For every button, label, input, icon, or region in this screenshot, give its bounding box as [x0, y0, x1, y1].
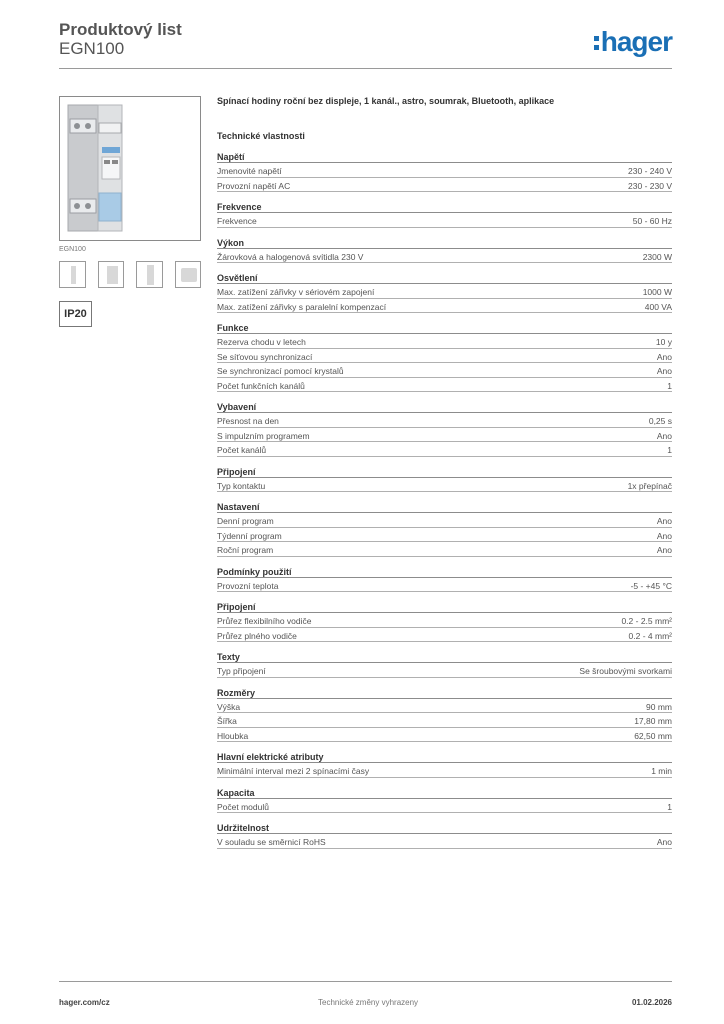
spec-value: Ano: [656, 351, 672, 362]
spec-value: 1000 W: [642, 287, 672, 298]
spec-group-title: Výkon: [217, 238, 672, 249]
spec-label: Týdenní program: [217, 530, 282, 541]
spec-group-title: Osvětlení: [217, 273, 672, 284]
product-image-label: EGN100: [59, 246, 86, 253]
spec-label: Počet kanálů: [217, 445, 267, 456]
spec-value: 90 mm: [646, 701, 672, 712]
spec-group: [217, 323, 672, 392]
thumbnail-1[interactable]: [59, 261, 86, 288]
spec-group-title: Vybavení: [217, 402, 672, 413]
product-description: Spínací hodiny roční bez displeje, 1 kanál., astro, soumrak, Bluetooth, aplikace: [217, 96, 555, 106]
logo-dots-icon: [594, 36, 599, 50]
spec-row: [217, 428, 672, 443]
spec-group: [217, 238, 672, 264]
spec-row: [217, 763, 672, 778]
spec-row: [217, 213, 672, 228]
spec-group: [217, 788, 672, 814]
spec-label: Se síťovou synchronizací: [217, 351, 313, 362]
spec-label: Rezerva chodu v letech: [217, 337, 306, 348]
spec-row: [217, 834, 672, 849]
spec-row: [217, 299, 672, 314]
thumbnail-4[interactable]: [175, 261, 202, 288]
spec-row: [217, 284, 672, 299]
spec-label: Žárovková a halogenová svítidla 230 V: [217, 251, 364, 262]
spec-value: 1: [667, 445, 672, 456]
spec-value: 1 min: [651, 766, 672, 777]
spec-group: [217, 567, 672, 593]
spec-value: -5 - +45 °C: [630, 580, 672, 591]
spec-value: Ano: [656, 545, 672, 556]
spec-value: 10 y: [655, 337, 672, 348]
spec-group: [217, 602, 672, 642]
spec-group: [217, 752, 672, 778]
spec-value: 0,25 s: [648, 416, 672, 427]
spec-group-title: Připojení: [217, 467, 672, 478]
spec-row: [217, 178, 672, 193]
spec-group-title: Frekvence: [217, 202, 672, 213]
spec-group: [217, 467, 672, 493]
spec-label: S impulzním programem: [217, 430, 310, 441]
spec-label: Přesnost na den: [217, 416, 279, 427]
spec-value: 230 - 230 V: [628, 180, 672, 191]
spec-value: 1x přepínač: [627, 480, 672, 491]
footer-notice: Technické změny vyhrazeny: [318, 998, 419, 1007]
spec-label: Průřez plného vodiče: [217, 630, 297, 641]
spec-row: [217, 363, 672, 378]
spec-row: [217, 163, 672, 178]
spec-row: [217, 578, 672, 593]
spec-row: [217, 528, 672, 543]
hager-logo: [594, 28, 672, 56]
spec-row: [217, 513, 672, 528]
spec-label: Roční program: [217, 545, 274, 556]
product-code: EGN100: [59, 39, 125, 58]
logo-text: hager: [600, 26, 672, 57]
spec-group: [217, 273, 672, 313]
thumbnail-2[interactable]: [98, 261, 125, 288]
spec-value: Ano: [656, 516, 672, 527]
spec-value: Se šroubovými svorkami: [579, 666, 672, 677]
spec-group-title: Texty: [217, 652, 672, 663]
page-title: Produktový list: [59, 20, 182, 39]
spec-label: Jmenovité napětí: [217, 166, 282, 177]
spec-value: 0.2 - 4 mm²: [628, 630, 672, 641]
spec-group: [217, 688, 672, 743]
footer-website-link[interactable]: hager.com/cz: [59, 998, 110, 1007]
spec-row: [217, 728, 672, 743]
spec-value: 2300 W: [642, 251, 672, 262]
spec-value: 50 - 60 Hz: [632, 216, 672, 227]
spec-group-title: Hlavní elektrické atributy: [217, 752, 672, 763]
spec-row: [217, 613, 672, 628]
spec-group-title: Připojení: [217, 602, 672, 613]
spec-group: [217, 402, 672, 457]
ip-rating-badge: IP20: [59, 301, 92, 327]
spec-row: [217, 628, 672, 643]
spec-value: Ano: [656, 837, 672, 848]
spec-group: [217, 152, 672, 192]
spec-label: Typ připojení: [217, 666, 266, 677]
header-divider: [59, 68, 672, 69]
specifications: [217, 95, 672, 849]
spec-row: [217, 699, 672, 714]
spec-row: [217, 663, 672, 678]
spec-label: Typ kontaktu: [217, 480, 266, 491]
spec-label: Počet modulů: [217, 801, 269, 812]
spec-label: Provozní teplota: [217, 580, 279, 591]
spec-group-title: Podmínky použití: [217, 567, 672, 578]
spec-value: 230 - 240 V: [628, 166, 672, 177]
device-illustration-icon: [66, 101, 124, 235]
spec-value: Ano: [656, 530, 672, 541]
header: [59, 20, 182, 58]
spec-row: [217, 378, 672, 393]
spec-label: Max. zatížení zářivky v sériovém zapojení: [217, 287, 375, 298]
product-media: [59, 96, 201, 327]
spec-row: [217, 799, 672, 814]
spec-group: [217, 823, 672, 849]
spec-label: Se synchronizací pomocí krystalů: [217, 366, 344, 377]
spec-value: Ano: [656, 366, 672, 377]
spec-row: [217, 442, 672, 457]
spec-label: Provozní napětí AC: [217, 180, 291, 191]
spec-group: [217, 652, 672, 678]
spec-group-title: Funkce: [217, 323, 672, 334]
spec-value: 1: [667, 380, 672, 391]
spec-group-title: Nastavení: [217, 502, 672, 513]
spec-groups: [217, 152, 672, 849]
spec-value: 62,50 mm: [634, 730, 672, 741]
footer-date: 01.02.2026: [631, 998, 672, 1007]
spec-row: [217, 334, 672, 349]
spec-label: Hloubka: [217, 730, 249, 741]
spec-value: Ano: [656, 430, 672, 441]
spec-group: [217, 202, 672, 228]
spec-label: Denní program: [217, 516, 274, 527]
section-title: Technické vlastnosti: [217, 131, 305, 141]
thumbnail-3[interactable]: [136, 261, 163, 288]
product-image[interactable]: [59, 96, 201, 241]
spec-label: V souladu se směrnicí RoHS: [217, 837, 326, 848]
spec-label: Šířka: [217, 716, 237, 727]
spec-value: 17,80 mm: [634, 716, 672, 727]
spec-value: 1: [667, 801, 672, 812]
spec-label: Průřez flexibilního vodiče: [217, 616, 312, 627]
spec-label: Frekvence: [217, 216, 257, 227]
thumbnail-strip: [59, 261, 201, 288]
spec-row: [217, 349, 672, 364]
spec-row: [217, 713, 672, 728]
spec-group-title: Napětí: [217, 152, 672, 163]
spec-group-title: Rozměry: [217, 688, 672, 699]
spec-label: Minimální interval mezi 2 spínacími časy: [217, 766, 370, 777]
spec-row: [217, 542, 672, 557]
spec-label: Max. zatížení zářivky s paralelní kompenzací: [217, 301, 387, 312]
spec-value: 0.2 - 2.5 mm²: [621, 616, 672, 627]
spec-row: [217, 478, 672, 493]
spec-label: Počet funkčních kanálů: [217, 380, 305, 391]
spec-row: [217, 413, 672, 428]
spec-row: [217, 249, 672, 264]
spec-value: 400 VA: [644, 301, 672, 312]
spec-label: Výška: [217, 701, 241, 712]
spec-group-title: Kapacita: [217, 788, 672, 799]
footer: [59, 981, 672, 1007]
spec-group-title: Udržitelnost: [217, 823, 672, 834]
spec-group: [217, 502, 672, 557]
